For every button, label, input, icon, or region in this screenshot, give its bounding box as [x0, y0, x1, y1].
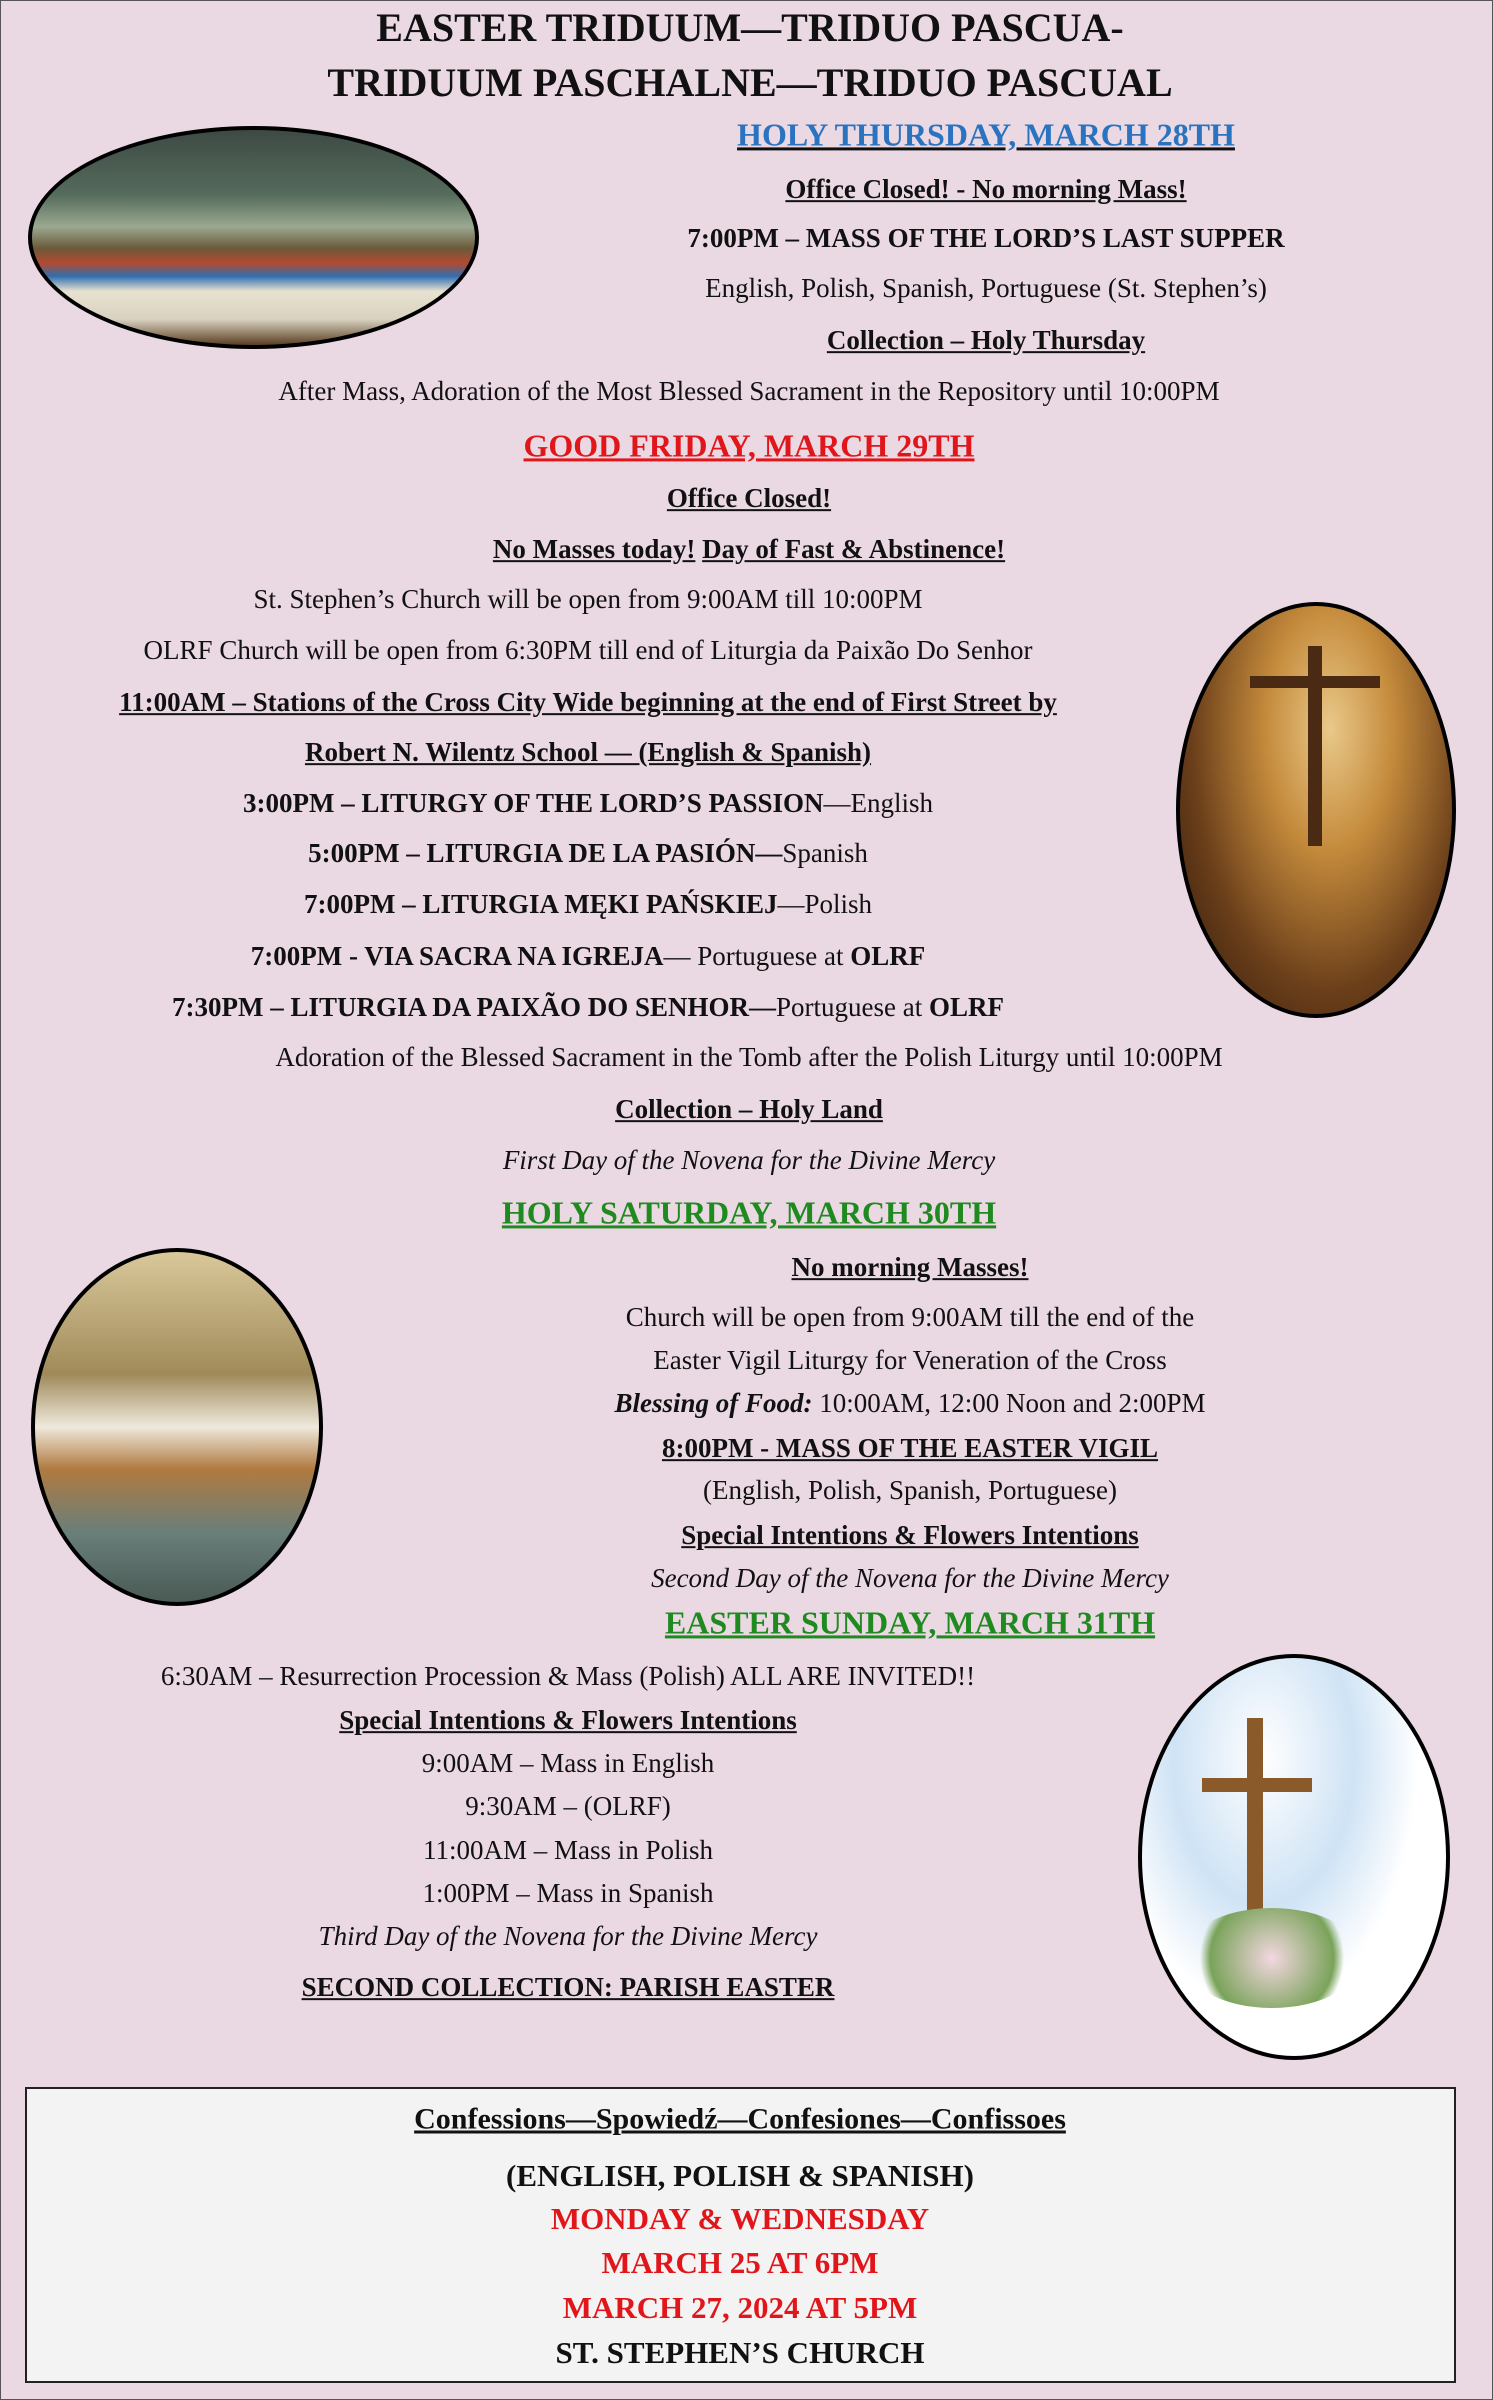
- saturday-vigil-languages: (English, Polish, Spanish, Portuguese): [702, 1475, 1118, 1506]
- service-title: 7:00PM - VIA SACRA NA IGREJA: [250, 941, 664, 972]
- sunday-collection: SECOND COLLECTION: PARISH EASTER: [301, 1972, 835, 2003]
- sunday-mass: 1:00PM – Mass in Spanish: [422, 1878, 714, 1909]
- friday-office: Office Closed!: [666, 483, 832, 514]
- friday-service: [243, 789, 933, 819]
- service-language: —Polish: [777, 889, 873, 920]
- friday-service: [304, 890, 872, 920]
- blessing-times: 10:00AM, 12:00 Noon and 2:00PM: [812, 1388, 1206, 1419]
- sunday-mass: 11:00AM – Mass in Polish: [422, 1835, 714, 1866]
- sunday-procession: 6:30AM – Resurrection Procession & Mass (Polish) ALL ARE INVITED!!: [160, 1661, 976, 1692]
- thursday-heading-text: HOLY THURSDAY, MARCH 28TH: [737, 116, 1235, 153]
- friday-service: [251, 942, 926, 972]
- confessions-date-2: MARCH 27, 2024 AT 5PM: [562, 2289, 918, 2325]
- sunday-novena: Third Day of the Novena for the Divine Mercy: [318, 1921, 818, 1952]
- sunday-mass: 9:30AM – (OLRF): [465, 1791, 671, 1822]
- friday-no-masses: No Masses today!: [492, 534, 696, 565]
- baptism-image: [31, 1248, 323, 1606]
- friday-adoration: Adoration of the Blessed Sacrament in the Tomb after the Polish Liturgy until 10:00PM: [275, 1042, 1223, 1073]
- friday-collection: Collection – Holy Land: [615, 1094, 883, 1125]
- confessions-languages: (ENGLISH, POLISH & SPANISH): [506, 2157, 974, 2193]
- thursday-mass: 7:00PM – MASS OF THE LORD’S LAST SUPPER: [687, 223, 1285, 254]
- friday-stations-1: 11:00AM – Stations of the Cross City Wide beginning at the end of First Street by: [119, 687, 1057, 718]
- service-title: 7:30PM – LITURGIA DA PAIXÃO DO SENHOR—: [171, 992, 777, 1023]
- title-line-1: EASTER TRIDUUM—TRIDUO PASCUA-: [376, 5, 1124, 50]
- friday-st-stephens-open: St. Stephen’s Church will be open from 9:00AM till 10:00PM: [253, 584, 923, 615]
- friday-novena: First Day of the Novena for the Divine Mercy: [502, 1145, 996, 1176]
- title-line-2: TRIDUUM PASCHALNE—TRIDUO PASCUAL: [327, 60, 1173, 105]
- service-language: — Portuguese at: [663, 941, 851, 972]
- friday-service: [308, 839, 868, 869]
- sunday-mass: 9:00AM – Mass in English: [421, 1748, 715, 1779]
- service-title: 5:00PM – LITURGIA DE LA PASIÓN—: [308, 838, 783, 869]
- saturday-no-masses: No morning Masses!: [791, 1252, 1029, 1283]
- friday-fast: Day of Fast & Abstinence!: [702, 534, 1006, 565]
- easter-cross-image: [1138, 1654, 1450, 2060]
- thursday-adoration: After Mass, Adoration of the Most Blessed Sacrament in the Repository until 10:00PM: [278, 376, 1220, 407]
- thursday-collection: Collection – Holy Thursday: [826, 325, 1146, 356]
- saturday-heading: HOLY SATURDAY, MARCH 30TH: [501, 1194, 997, 1231]
- service-place: OLRF: [929, 992, 1005, 1023]
- saturday-novena: Second Day of the Novena for the Divine Mercy: [651, 1563, 1169, 1594]
- saturday-vigil: 8:00PM - MASS OF THE EASTER VIGIL: [661, 1433, 1159, 1464]
- service-language: Spanish: [782, 838, 868, 869]
- friday-service: [172, 993, 1004, 1023]
- blessing-label: Blessing of Food:: [614, 1388, 813, 1419]
- saturday-blessing: [614, 1389, 1205, 1419]
- service-title: 7:00PM – LITURGIA MĘKI PAŃSKIEJ: [303, 889, 778, 920]
- sunday-heading: EASTER SUNDAY, MARCH 31TH: [664, 1604, 1156, 1641]
- saturday-intentions: Special Intentions & Flowers Intentions: [681, 1520, 1139, 1551]
- thursday-heading: [737, 117, 1235, 152]
- lilies-shape: [1182, 1908, 1362, 2008]
- friday-olrf-open: OLRF Church will be open from 6:30PM till end of Liturgia da Paixão Do Senhor: [143, 635, 1033, 666]
- saturday-open-1: Church will be open from 9:00AM till the end of the: [625, 1302, 1195, 1333]
- friday-no-masses-line: [493, 535, 1005, 565]
- friday-stations-2: Robert N. Wilentz School — (English & Spanish): [304, 737, 872, 768]
- crucifixion-image: [1176, 602, 1456, 1018]
- sunday-intentions: Special Intentions & Flowers Intentions: [339, 1705, 797, 1736]
- cross-beam-shape: [1250, 676, 1380, 688]
- confessions-date-1: MARCH 25 AT 6PM: [601, 2244, 879, 2280]
- saturday-open-2: Easter Vigil Liturgy for Veneration of the Cross: [653, 1345, 1167, 1376]
- friday-heading: GOOD FRIDAY, MARCH 29TH: [523, 427, 975, 464]
- service-language: Portuguese at: [776, 992, 930, 1023]
- cross-beam-shape: [1202, 1778, 1312, 1792]
- service-language: —English: [823, 788, 934, 819]
- confessions-days: MONDAY & WEDNESDAY: [550, 2200, 930, 2236]
- thursday-office: Office Closed! - No morning Mass!: [785, 174, 1187, 205]
- service-title: 3:00PM – LITURGY OF THE LORD’S PASSION: [242, 788, 824, 819]
- confessions-location: ST. STEPHEN’S CHURCH: [555, 2334, 925, 2370]
- service-place: OLRF: [850, 941, 926, 972]
- confessions-heading: Confessions—Spowiedź—Confesiones—Confissoes: [414, 2102, 1066, 2136]
- thursday-languages: English, Polish, Spanish, Portuguese (St. Stephen’s): [705, 273, 1267, 304]
- last-supper-image: [28, 126, 479, 349]
